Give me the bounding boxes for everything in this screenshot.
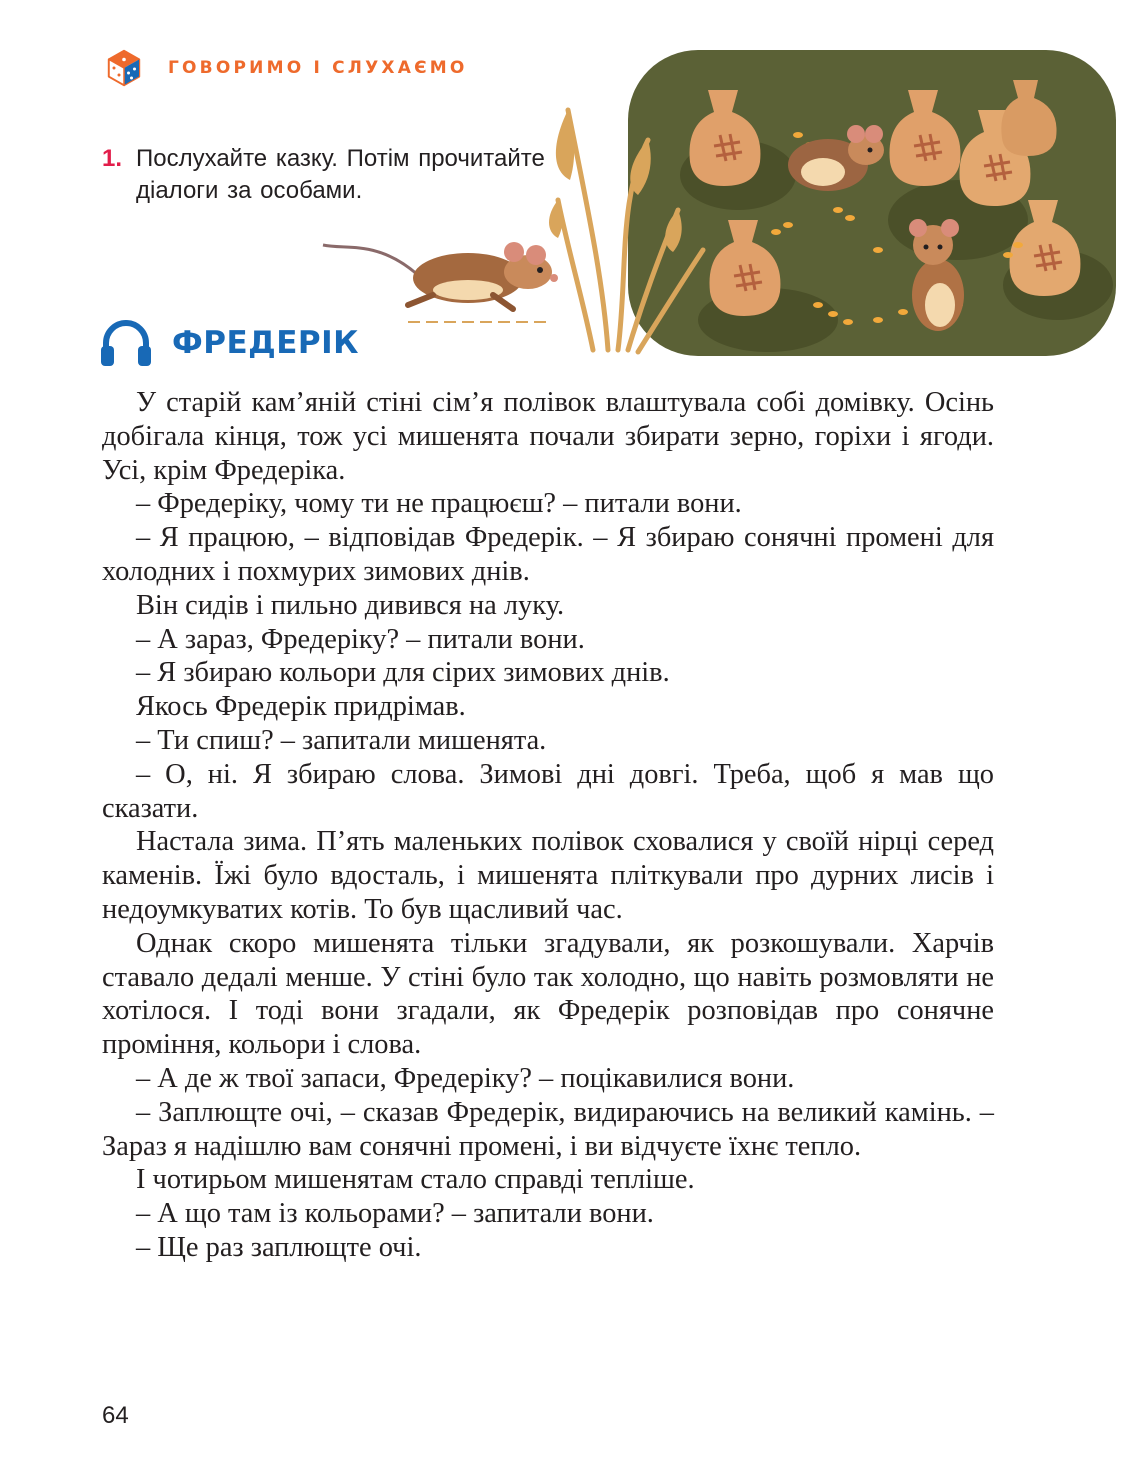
story-paragraph: – Я працюю, – відповідав Фредерік. – Я збираю сонячні промені для холодних і похмурих зимових днів. xyxy=(102,522,994,587)
story-paragraph: І чотирьом мишенятам стало справді тепліше. xyxy=(136,1164,695,1196)
story-paragraph: – А зараз, Фредеріку? – питали вони. xyxy=(136,623,585,655)
task-number: 1. xyxy=(102,145,123,172)
story-paragraph: – Фредеріку, чому ти не працюєш? – питали вони. xyxy=(136,488,742,520)
story-paragraph: – А що там із кольорами? – запитали вони. xyxy=(136,1198,654,1230)
running-mouse xyxy=(323,242,558,322)
story-paragraph: – Заплющте очі, – сказав Фредерік, видираючись на великий камінь. – Зараз я надішлю вам сонячні промені, і ви відчуєте їхнє тепло. xyxy=(102,1096,994,1162)
story-paragraph: – Я збираю кольори для сірих зимових днів. xyxy=(136,657,670,689)
story-paragraph: – Ти спиш? – запитали мишенята. xyxy=(136,724,547,756)
task-text: Послухайте казку. Потім прочитайте діалоги за особами. xyxy=(136,145,545,204)
section-title: ГОВОРИМО І СЛУХАЄМО xyxy=(168,58,468,78)
story-heading xyxy=(100,318,359,368)
story-text xyxy=(102,386,994,1265)
page-number: 64 xyxy=(102,1402,129,1429)
story-paragraph: – О, ні. Я збираю слова. Зимові дні довгі. Треба, щоб я мав що сказати. xyxy=(102,758,994,824)
story-paragraph: Якось Фредерік придрімав. xyxy=(136,691,466,723)
headphones-icon[interactable] xyxy=(100,319,152,367)
story-paragraph: Настала зима. П’ять маленьких полівок сховалися у своїй нірці серед каменів. Їжі було вдосталь, і мишенята пліткували про дурних лисів і недоумкуватих котів. То був щасливий час. xyxy=(102,826,994,925)
story-paragraph: – Ще раз заплющте очі. xyxy=(136,1231,422,1263)
dice-cube-icon xyxy=(104,48,144,88)
story-paragraph: У старій кам’яній стіні сім’я полівок влаштувала собі домівку. Осінь добігала кінця, тож усі мишенята почали збирати зерно, горіхи і ягоди. Усі, крім Фредеріка. xyxy=(102,387,994,486)
story-paragraph: Він сидів і пильно дивився на луку. xyxy=(136,589,565,621)
field-mice-illustration xyxy=(318,50,1118,360)
story-paragraph: – А де ж твої запаси, Фредеріку? – поцікавилися вони. xyxy=(136,1062,795,1094)
story-title: ФРЕДЕРІК xyxy=(172,325,360,361)
story-paragraph: Однак скоро мишенята тільки згадували, як розкошували. Харчів ставало дедалі менше. У стіні було так холодно, що навіть розмовляти не хотілося. І тоді вони згадали, як Фредерік розповідав про сонячне проміння, кольори і слова. xyxy=(102,927,994,1061)
